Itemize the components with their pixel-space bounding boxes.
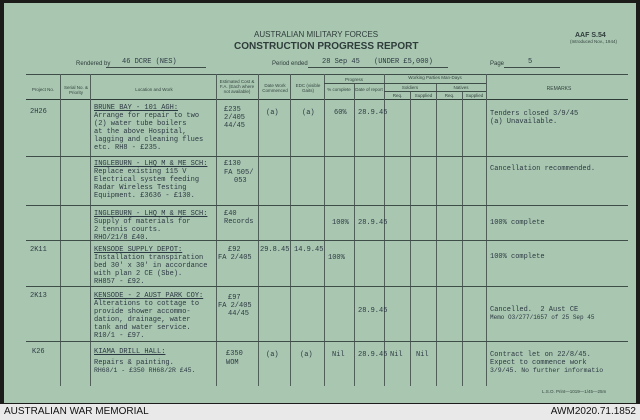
col-header-natives: Natives [453,85,469,90]
work-description-line: with plan 2 CE (Sbe). [94,270,183,278]
col-header-serial-no: Serial No. & Priority [63,85,88,95]
soldiers-supplied: Nil [390,351,403,359]
col-rule [384,74,385,386]
work-description-line: at the above Hospital, [94,128,187,136]
work-description-line: bed 30' x 30' in accordance [94,262,208,270]
work-description-line: RH68/1 - £350 RH68/2R £45. [94,367,196,374]
col-rule [216,74,217,386]
col-header-natives-supplied: Supplied [465,93,484,98]
location-title: KENSODE - 2 AUST PARK COY: [94,292,204,300]
percent-complete: 100% [328,254,345,262]
funds-authority: FA 505/ [224,169,254,177]
period-label: Period ended [272,61,308,67]
work-description-line: R10/1 - £97. [94,332,145,340]
report-date: 28.9.45 [358,219,388,227]
col-header-soldiers-supplied: Supplied [414,93,433,98]
archive-footer [0,404,640,420]
location-title: BRUNE BAY - 101 AGH: [94,104,179,112]
report-title: CONSTRUCTION PROGRESS REPORT [234,41,419,52]
rendered-by-label: Rendered by [76,61,111,67]
funds-authority: FA 2/405 [218,302,252,310]
edc-date: (a) [302,109,315,117]
location-title: INGLEBURN - LHQ M & ME SCH: [94,160,208,168]
row-separator [26,156,628,157]
printer-imprint: L.S.O. Print—1019—1/45—25m [542,389,607,394]
table-header-rule [26,99,628,100]
col-header-project-no: Project No. [31,87,55,92]
col-rule [258,74,259,386]
rendered-by-underline [106,67,206,68]
col-rule [90,74,91,386]
col-header-soldiers-req: Req. [392,93,403,98]
row-separator [26,205,628,206]
report-date: 28.9.45 [358,307,388,315]
page-label: Page [490,61,505,67]
work-description-line: Installation transpiration [94,254,204,262]
work-description-line: Electrical system feeding [94,176,200,184]
col-header-soldiers: Soldiers [401,85,419,90]
remarks-line: Expect to commence work [490,359,587,367]
remarks-line: Memo O3/277/1657 of 25 Sep 45 [490,314,595,321]
col-header-estimated: Estimated Cost & F.A. (Each where not available) [219,79,255,94]
work-description-line: dation, drainage, water [94,316,191,324]
work-description-line: tank and water service. [94,324,191,332]
estimated-cost: £235 [224,106,241,114]
remarks-line: Cancelled. 2 Aust CE [490,306,579,314]
form-note: (Introduced Nov., 1944) [570,39,617,44]
col-header-location: Location and Work [135,87,173,92]
funds-authority: 44/45 [228,310,250,318]
remarks-line: 100% complete [490,253,545,261]
col-header-edc: EDC (visible Gaits) [295,83,321,93]
report-date: 28.9.45 [358,109,388,117]
period-value: 28 Sep 45 [322,58,360,66]
page-number: 5 [528,58,533,66]
date-commenced: (a) [266,109,279,117]
period-underline [308,67,448,68]
remarks-line: Cancellation recommended. [490,165,596,173]
project-number: 2K13 [30,292,47,300]
progress-subrule [324,83,384,84]
col-rule [486,74,487,386]
work-description-line: Arrange for repair to two [94,112,200,120]
funds-authority: FA 2/405 [218,254,252,262]
report-date: 28.9.45 [358,351,388,359]
col-header-remarks: REMARKS [546,86,572,92]
col-rule [324,74,325,386]
edc-date: 14.9.45 [294,246,324,254]
rendered-by-value: 46 DCRE (NES) [122,58,177,66]
col-rule [60,74,61,386]
estimated-cost: £130 [224,160,241,168]
date-commenced: 29.8.45 [260,246,290,254]
col-header-date-report: Date of report [355,87,383,92]
funds-authority: WOM [226,359,239,367]
col-header-progress: Progress [344,77,363,82]
project-number: 2H26 [30,108,47,116]
archive-accession-number: AWM2020.71.1852 [550,406,636,417]
work-description-line: Radar Wireless Testing [94,184,187,192]
work-description-line: Alterations to cottage to [94,300,200,308]
work-description-line: Replace existing 115 V [94,168,187,176]
work-description-line: (2) water tube boilers [94,120,187,128]
percent-complete: 60% [334,109,347,117]
percent-complete: Nil [332,351,345,359]
funds-authority: 2/405 [224,114,246,122]
col-rule [290,74,291,386]
period-note: (UNDER £5,000) [374,58,433,66]
work-description-line: RHO/21/8 £40. [94,234,149,242]
estimated-cost: £97 [228,294,241,302]
funds-authority: 44/45 [224,122,246,130]
page-underline [504,67,560,68]
percent-complete: 100% [332,219,349,227]
work-description-line: 2 tennis courts. [94,226,162,234]
work-description-line: lagging and cleaning flues [94,136,204,144]
location-title: KENSODE SUPPLY DEPOT: [94,246,183,254]
location-title: INGLEBURN - LHQ M & ME SCH: [94,210,208,218]
project-number: 2K11 [30,246,47,254]
col-header-working-parties: Working Parties Man-Days [408,75,462,80]
parties-subrule [384,91,486,92]
estimated-cost: £350 [226,350,243,358]
remarks-line: Contract let on 22/8/45. [490,351,591,359]
org-heading: AUSTRALIAN MILITARY FORCES [254,30,379,39]
col-header-commenced: Date Work Commenced [262,83,288,93]
remarks-line: 3/9/45. No further informatio [490,367,604,374]
work-description-line: Equipment. £3636 - £130. [94,192,195,200]
estimated-cost: £40 [224,210,237,218]
form-number: AAF S.54 [575,32,606,39]
col-header-pct: % complete [327,87,351,92]
parties-subrule [384,83,486,84]
report-sheet [4,3,636,403]
archive-name: AUSTRALIAN WAR MEMORIAL [4,406,149,417]
remarks-line: (a) Unavailable. [490,118,558,126]
work-description-line: provide shower accommo- [94,308,191,316]
funds-authority: Records [224,218,254,226]
remarks-line: 100% complete [490,219,545,227]
funds-authority: 053 [234,177,247,185]
date-commenced: (a) [266,351,279,359]
col-header-natives-req: Req. [444,93,455,98]
edc-date: (a) [300,351,313,359]
natives-supplied: Nil [416,351,429,359]
work-description-line: RH857 - £92. [94,278,145,286]
remarks-line: Tenders closed 3/9/45 [490,110,579,118]
table-top-rule [26,74,628,75]
project-number: K26 [32,348,45,356]
work-description-line: Repairs & painting. [94,359,174,367]
work-description-line: etc. RH8 - £235. [94,144,162,152]
row-separator [26,286,628,287]
estimated-cost: £92 [228,246,241,254]
work-description-line: Supply of materials for [94,218,191,226]
location-title: KIAMA DRILL HALL: [94,348,166,356]
row-separator [26,341,628,342]
